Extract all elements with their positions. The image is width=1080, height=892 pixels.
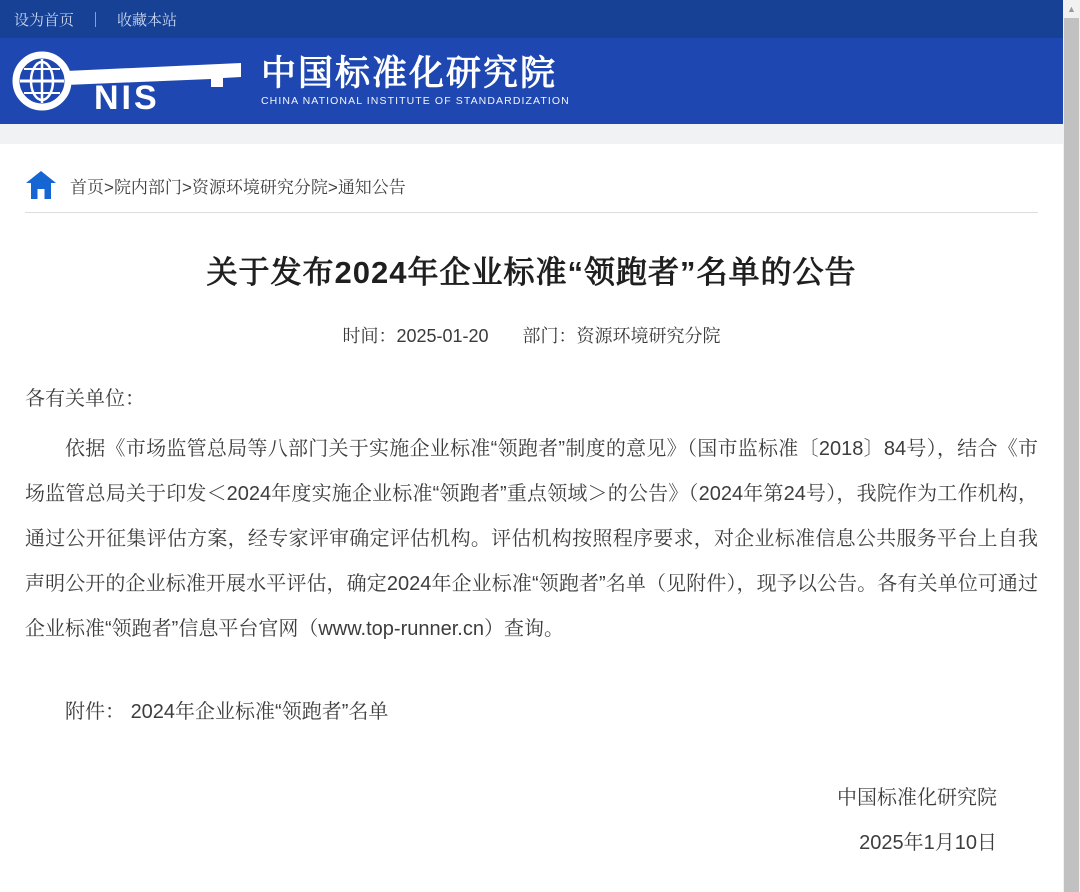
article-body bbox=[25, 384, 1038, 652]
breadcrumb-trail bbox=[70, 173, 406, 198]
window-scrollbar[interactable] bbox=[1063, 0, 1080, 892]
signature-date: 2025年1月10日 bbox=[859, 832, 997, 854]
attachment-link[interactable]: 2024年企业标准“领跑者”名单 bbox=[130, 701, 389, 723]
breadcrumb-separator: > bbox=[181, 177, 192, 197]
breadcrumb bbox=[0, 144, 1063, 212]
bookmark-site-link[interactable]: 收藏本站 bbox=[117, 11, 178, 29]
cnis-logo[interactable] bbox=[8, 47, 243, 115]
breadcrumb-separator: > bbox=[327, 177, 338, 197]
breadcrumb-item-home[interactable]: 首页 bbox=[70, 177, 104, 197]
meta-dept-value: 资源环境研究分院 bbox=[576, 326, 721, 346]
set-homepage-link[interactable]: 设为首页 bbox=[14, 11, 75, 29]
article-meta bbox=[0, 322, 1063, 348]
breadcrumb-item-resource-env-branch[interactable]: 资源环境研究分院 bbox=[191, 177, 328, 197]
breadcrumb-item-departments[interactable]: 院内部门 bbox=[113, 177, 182, 197]
breadcrumb-divider bbox=[25, 212, 1038, 213]
breadcrumb-item-notices[interactable]: 通知公告 bbox=[337, 177, 406, 197]
scrollbar-thumb[interactable] bbox=[1064, 18, 1079, 892]
attachment-label: 附件： bbox=[65, 701, 125, 723]
org-name-english: CHINA NATIONAL INSTITUTE OF STANDARDIZATION bbox=[261, 95, 570, 107]
signature-org: 中国标准化研究院 bbox=[837, 787, 997, 809]
scrollbar-up-arrow-icon[interactable]: ▲ bbox=[1067, 3, 1076, 14]
header-content-gap bbox=[0, 124, 1063, 144]
meta-time-label: 时间： bbox=[342, 326, 397, 346]
svg-text:NIS: NIS bbox=[94, 79, 160, 115]
topbar-separator: ｜ bbox=[88, 11, 104, 29]
main-content bbox=[0, 144, 1063, 866]
site-header bbox=[0, 38, 1063, 124]
org-names bbox=[261, 55, 570, 107]
signature-block bbox=[0, 776, 1063, 866]
salutation: 各有关单位： bbox=[25, 388, 145, 410]
attachment-line bbox=[25, 695, 1038, 724]
meta-dept-label: 部门： bbox=[522, 326, 577, 346]
org-name-chinese: 中国标准化研究院 bbox=[261, 54, 558, 93]
breadcrumb-separator: > bbox=[104, 177, 114, 197]
article-title: 关于发布2024年企业标准“领跑者”名单的公告 bbox=[206, 255, 857, 290]
meta-time-value: 2025-01-20 bbox=[396, 326, 489, 346]
cnis-key-logo-icon bbox=[8, 47, 243, 115]
body-paragraph: 依据《市场监管总局等八部门关于实施企业标准“领跑者”制度的意见》（国市监标准〔2018〕84号），结合《市场监管总局关于印发＜2024年度实施企业标准“领跑者”重点领域＞的公告》（2024年第24号），我院作为工作机构，通过公开征集评估方案，经专家评审确定评估机构。评估机构按照程序要求，对企业标准信息公共服务平台上自我声明公开的企业标准开展水平评估，确定2024年企业标准“领跑者”名单（见附件），现予以公告。各有关单位可通过企业标准“领跑者”信息平台官网（www.top-runner.cn）查询。 bbox=[25, 438, 1038, 640]
top-utility-bar bbox=[0, 0, 1063, 38]
home-icon[interactable] bbox=[25, 170, 57, 200]
